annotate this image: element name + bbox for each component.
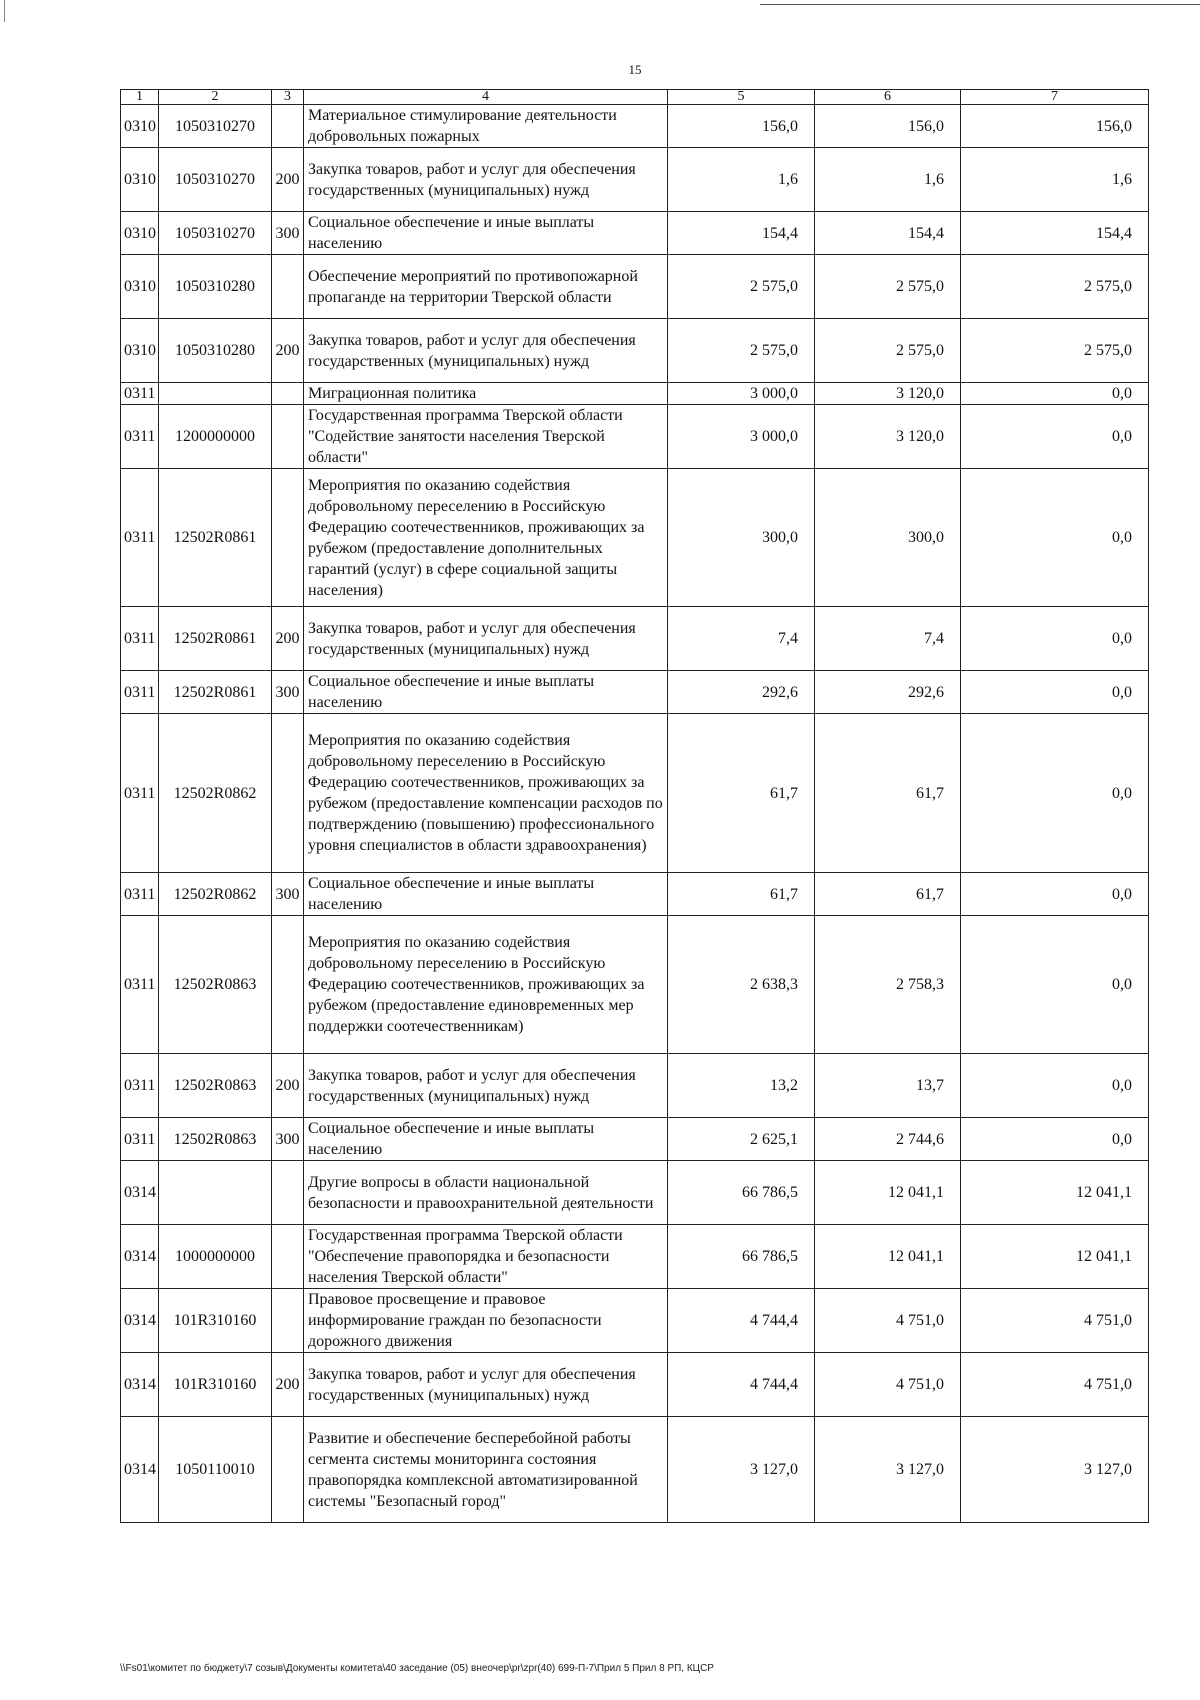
amount-col6-cell: 4 751,0 [815, 1353, 961, 1417]
description-cell: Государственная программа Тверской области "Содействие занятости населения Тверской области" [304, 405, 668, 469]
table-row [121, 1118, 1149, 1161]
target-article-cell: 12502R0861 [159, 607, 272, 671]
table-row [121, 714, 1149, 873]
section-code-cell: 0311 [121, 469, 159, 607]
amount-col7-cell: 0,0 [961, 916, 1149, 1054]
expense-type-cell: 300 [272, 1118, 304, 1161]
amount-col5-cell: 300,0 [668, 469, 815, 607]
amount-col7-cell: 12 041,1 [961, 1161, 1149, 1225]
description-cell: Мероприятия по оказанию содействия добровольному переселению в Российскую Федерацию соотечественников, проживающих за рубежом (предоставление единовременных мер поддержки соотечественникам) [304, 916, 668, 1054]
target-article-cell [159, 383, 272, 405]
amount-col5-cell: 154,4 [668, 212, 815, 255]
page-number: 15 [628, 62, 642, 77]
amount-col7-cell: 0,0 [961, 671, 1149, 714]
amount-col5-cell: 292,6 [668, 671, 815, 714]
table-row [121, 1054, 1149, 1118]
table-row [121, 383, 1149, 405]
section-code-cell: 0311 [121, 671, 159, 714]
target-article-cell: 12502R0863 [159, 1054, 272, 1118]
amount-col5-cell: 3 127,0 [668, 1417, 815, 1523]
description-cell: Мероприятия по оказанию содействия добровольному переселению в Российскую Федерацию соотечественников, проживающих за рубежом (предоставление дополнительных гарантий (услуг) в сфере социальной защиты населения) [304, 469, 668, 607]
table-row [121, 105, 1149, 148]
description-cell: Закупка товаров, работ и услуг для обеспечения государственных (муниципальных) нужд [304, 148, 668, 212]
section-code-cell: 0314 [121, 1161, 159, 1225]
description-cell: Социальное обеспечение и иные выплаты населению [304, 1118, 668, 1161]
amount-col7-cell: 0,0 [961, 1118, 1149, 1161]
description-cell: Правовое просвещение и правовое информирование граждан по безопасности дорожного движения [304, 1289, 668, 1353]
description-cell: Миграционная политика [304, 383, 668, 405]
table-row [121, 1289, 1149, 1353]
description-cell: Социальное обеспечение и иные выплаты населению [304, 671, 668, 714]
expense-type-cell [272, 714, 304, 873]
section-code-cell: 0311 [121, 873, 159, 916]
amount-col5-cell: 3 000,0 [668, 405, 815, 469]
scan-edge-mark [4, 0, 5, 22]
amount-col7-cell: 12 041,1 [961, 1225, 1149, 1289]
amount-col5-cell: 2 575,0 [668, 255, 815, 319]
amount-col6-cell: 12 041,1 [815, 1225, 961, 1289]
amount-col6-cell: 4 751,0 [815, 1289, 961, 1353]
target-article-cell: 1050110010 [159, 1417, 272, 1523]
section-code-cell: 0311 [121, 607, 159, 671]
amount-col6-cell: 156,0 [815, 105, 961, 148]
amount-col7-cell: 154,4 [961, 212, 1149, 255]
section-code-cell: 0311 [121, 714, 159, 873]
amount-col6-cell: 292,6 [815, 671, 961, 714]
amount-col5-cell: 4 744,4 [668, 1289, 815, 1353]
amount-col6-cell: 61,7 [815, 714, 961, 873]
target-article-cell [159, 1161, 272, 1225]
target-article-cell: 1050310270 [159, 212, 272, 255]
expense-type-cell: 200 [272, 607, 304, 671]
section-code-cell: 0310 [121, 148, 159, 212]
target-article-cell: 1050310280 [159, 255, 272, 319]
table-row [121, 1417, 1149, 1523]
section-code-cell: 0310 [121, 319, 159, 383]
amount-col5-cell: 2 625,1 [668, 1118, 815, 1161]
amount-col7-cell: 156,0 [961, 105, 1149, 148]
table-row [121, 148, 1149, 212]
amount-col7-cell: 0,0 [961, 1054, 1149, 1118]
expense-type-cell [272, 916, 304, 1054]
column-number: 3 [272, 90, 304, 105]
amount-col7-cell: 2 575,0 [961, 319, 1149, 383]
amount-col6-cell: 2 744,6 [815, 1118, 961, 1161]
amount-col5-cell: 1,6 [668, 148, 815, 212]
amount-col7-cell: 0,0 [961, 873, 1149, 916]
section-code-cell: 0311 [121, 383, 159, 405]
table-row [121, 469, 1149, 607]
section-code-cell: 0314 [121, 1289, 159, 1353]
target-article-cell: 101R310160 [159, 1289, 272, 1353]
amount-col5-cell: 2 575,0 [668, 319, 815, 383]
amount-col6-cell: 154,4 [815, 212, 961, 255]
amount-col5-cell: 3 000,0 [668, 383, 815, 405]
target-article-cell: 1050310280 [159, 319, 272, 383]
expense-type-cell: 200 [272, 319, 304, 383]
amount-col5-cell: 13,2 [668, 1054, 815, 1118]
table-row [121, 873, 1149, 916]
amount-col5-cell: 61,7 [668, 714, 815, 873]
column-number: 1 [121, 90, 159, 105]
amount-col6-cell: 300,0 [815, 469, 961, 607]
amount-col5-cell: 66 786,5 [668, 1225, 815, 1289]
amount-col6-cell: 2 575,0 [815, 255, 961, 319]
amount-col7-cell: 0,0 [961, 607, 1149, 671]
amount-col6-cell: 7,4 [815, 607, 961, 671]
amount-col6-cell: 2 575,0 [815, 319, 961, 383]
section-code-cell: 0311 [121, 916, 159, 1054]
target-article-cell: 12502R0863 [159, 1118, 272, 1161]
section-code-cell: 0314 [121, 1225, 159, 1289]
description-cell: Закупка товаров, работ и услуг для обеспечения государственных (муниципальных) нужд [304, 319, 668, 383]
amount-col5-cell: 2 638,3 [668, 916, 815, 1054]
expense-type-cell: 200 [272, 148, 304, 212]
target-article-cell: 12502R0861 [159, 671, 272, 714]
section-code-cell: 0310 [121, 105, 159, 148]
amount-col6-cell: 1,6 [815, 148, 961, 212]
expense-type-cell [272, 469, 304, 607]
description-cell: Мероприятия по оказанию содействия добровольному переселению в Российскую Федерацию соотечественников, проживающих за рубежом (предоставление компенсации расходов по подтверждению (повышению) профессионального уровня специалистов в области здравоохранения) [304, 714, 668, 873]
description-cell: Закупка товаров, работ и услуг для обеспечения государственных (муниципальных) нужд [304, 607, 668, 671]
expense-type-cell [272, 405, 304, 469]
column-number: 2 [159, 90, 272, 105]
target-article-cell: 101R310160 [159, 1353, 272, 1417]
amount-col7-cell: 0,0 [961, 714, 1149, 873]
expense-type-cell [272, 105, 304, 148]
amount-col7-cell: 4 751,0 [961, 1353, 1149, 1417]
description-cell: Государственная программа Тверской области "Обеспечение правопорядка и безопасности населения Тверской области" [304, 1225, 668, 1289]
target-article-cell: 1050310270 [159, 105, 272, 148]
description-cell: Другие вопросы в области национальной безопасности и правоохранительной деятельности [304, 1161, 668, 1225]
table-row [121, 255, 1149, 319]
section-code-cell: 0314 [121, 1417, 159, 1523]
description-cell: Закупка товаров, работ и услуг для обеспечения государственных (муниципальных) нужд [304, 1353, 668, 1417]
column-number-row [121, 90, 1149, 105]
section-code-cell: 0310 [121, 255, 159, 319]
section-code-cell: 0314 [121, 1353, 159, 1417]
description-cell: Обеспечение мероприятий по противопожарной пропаганде на территории Тверской области [304, 255, 668, 319]
target-article-cell: 1200000000 [159, 405, 272, 469]
expense-type-cell [272, 1225, 304, 1289]
footer-file-path: \\Fs01\комитет по бюджету\7 созыв\Документы комитета\40 заседание (05) внеочер\pr\zpr(40) 699-П-7\Прил 5 Прил 8 РП, КЦСР [120, 1663, 714, 1674]
table-row [121, 319, 1149, 383]
description-cell: Материальное стимулирование деятельности добровольных пожарных [304, 105, 668, 148]
expense-type-cell [272, 255, 304, 319]
column-number: 6 [815, 90, 961, 105]
expense-type-cell: 300 [272, 671, 304, 714]
column-number: 4 [304, 90, 668, 105]
target-article-cell: 1050310270 [159, 148, 272, 212]
amount-col5-cell: 66 786,5 [668, 1161, 815, 1225]
amount-col7-cell: 0,0 [961, 383, 1149, 405]
amount-col7-cell: 0,0 [961, 469, 1149, 607]
amount-col5-cell: 156,0 [668, 105, 815, 148]
amount-col7-cell: 2 575,0 [961, 255, 1149, 319]
table-row [121, 916, 1149, 1054]
description-cell: Развитие и обеспечение бесперебойной работы сегмента системы мониторинга состояния правопорядка комплексной автоматизированной системы "Безопасный город" [304, 1417, 668, 1523]
expense-type-cell: 300 [272, 212, 304, 255]
target-article-cell: 12502R0861 [159, 469, 272, 607]
description-cell: Закупка товаров, работ и услуг для обеспечения государственных (муниципальных) нужд [304, 1054, 668, 1118]
amount-col6-cell: 3 120,0 [815, 383, 961, 405]
table-body [121, 90, 1149, 1523]
amount-col5-cell: 7,4 [668, 607, 815, 671]
table-row [121, 212, 1149, 255]
table-row [121, 1161, 1149, 1225]
column-number: 5 [668, 90, 815, 105]
amount-col6-cell: 61,7 [815, 873, 961, 916]
expense-type-cell [272, 1417, 304, 1523]
expense-type-cell [272, 1289, 304, 1353]
amount-col6-cell: 3 120,0 [815, 405, 961, 469]
table-row [121, 607, 1149, 671]
amount-col7-cell: 3 127,0 [961, 1417, 1149, 1523]
target-article-cell: 12502R0863 [159, 916, 272, 1054]
expense-type-cell: 200 [272, 1054, 304, 1118]
scan-edge-line [760, 4, 1200, 5]
expense-type-cell [272, 1161, 304, 1225]
target-article-cell: 1000000000 [159, 1225, 272, 1289]
section-code-cell: 0310 [121, 212, 159, 255]
expense-type-cell [272, 383, 304, 405]
amount-col7-cell: 1,6 [961, 148, 1149, 212]
target-article-cell: 12502R0862 [159, 714, 272, 873]
target-article-cell: 12502R0862 [159, 873, 272, 916]
amount-col6-cell: 12 041,1 [815, 1161, 961, 1225]
table-row [121, 671, 1149, 714]
amount-col6-cell: 2 758,3 [815, 916, 961, 1054]
table-row [121, 1353, 1149, 1417]
table-row [121, 405, 1149, 469]
description-cell: Социальное обеспечение и иные выплаты населению [304, 873, 668, 916]
section-code-cell: 0311 [121, 405, 159, 469]
description-cell: Социальное обеспечение и иные выплаты населению [304, 212, 668, 255]
amount-col5-cell: 61,7 [668, 873, 815, 916]
expense-type-cell: 300 [272, 873, 304, 916]
table-row [121, 1225, 1149, 1289]
section-code-cell: 0311 [121, 1118, 159, 1161]
amount-col5-cell: 4 744,4 [668, 1353, 815, 1417]
amount-col7-cell: 0,0 [961, 405, 1149, 469]
amount-col6-cell: 3 127,0 [815, 1417, 961, 1523]
expense-type-cell: 200 [272, 1353, 304, 1417]
amount-col6-cell: 13,7 [815, 1054, 961, 1118]
amount-col7-cell: 4 751,0 [961, 1289, 1149, 1353]
section-code-cell: 0311 [121, 1054, 159, 1118]
column-number: 7 [961, 90, 1149, 105]
budget-table [120, 89, 1149, 1523]
